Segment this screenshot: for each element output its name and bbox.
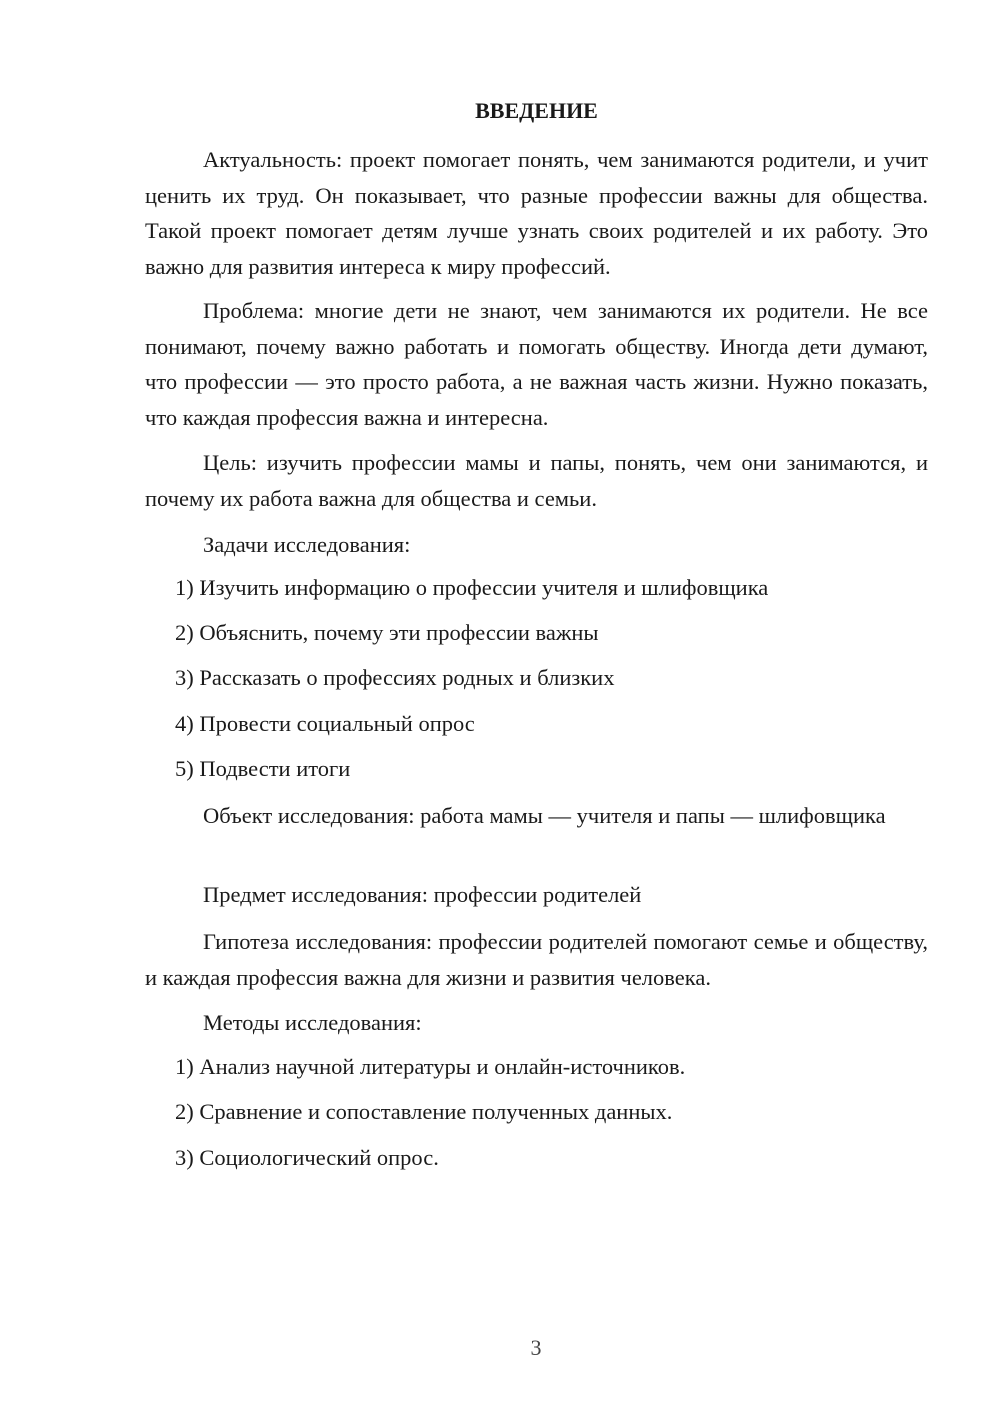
- page-number: 3: [530, 1335, 542, 1360]
- method-item: 1) Анализ научной литературы и онлайн-источников.: [175, 1054, 686, 1079]
- subject-paragraph: Предмет исследования: профессии родителей: [203, 882, 642, 907]
- relevance-paragraph: Актуальность: проект помогает понять, чем занимаются родители, и учит ценить их труд. Он показывает, что разные профессии важны для общества. Такой проект помогает детям лучше узнать своих родителей и их работу. Это важно для развития интереса к миру профессий.: [145, 147, 928, 279]
- methods-heading: Методы исследования:: [203, 1010, 422, 1035]
- problem-paragraph: Проблема: многие дети не знают, чем занимаются их родители. Не все понимают, почему важно работать и помогать обществу. Иногда дети думают, что профессии — это просто работа, а не важная часть жизни. Нужно показать, что каждая профессия важна и интересна.: [145, 298, 928, 430]
- task-item: 5) Подвести итоги: [175, 756, 351, 781]
- hypothesis-paragraph: Гипотеза исследования: профессии родителей помогают семье и обществу, и каждая профессия важна для жизни и развития человека.: [145, 929, 928, 990]
- goal-paragraph: Цель: изучить профессии мамы и папы, понять, чем они занимаются, и почему их работа важна для общества и семьи.: [145, 450, 928, 511]
- object-paragraph: Объект исследования: работа мамы — учителя и папы — шлифовщика: [203, 803, 886, 828]
- task-item: 1) Изучить информацию о профессии учителя и шлифовщика: [175, 575, 769, 600]
- task-item: 2) Объяснить, почему эти профессии важны: [175, 620, 599, 645]
- task-item: 3) Рассказать о профессиях родных и близких: [175, 665, 615, 690]
- method-item: 3) Социологический опрос.: [175, 1145, 439, 1170]
- method-item: 2) Сравнение и сопоставление полученных данных.: [175, 1099, 673, 1124]
- tasks-heading: Задачи исследования:: [203, 532, 411, 557]
- page-title: ВВЕДЕНИЕ: [475, 98, 598, 123]
- task-item: 4) Провести социальный опрос: [175, 711, 475, 736]
